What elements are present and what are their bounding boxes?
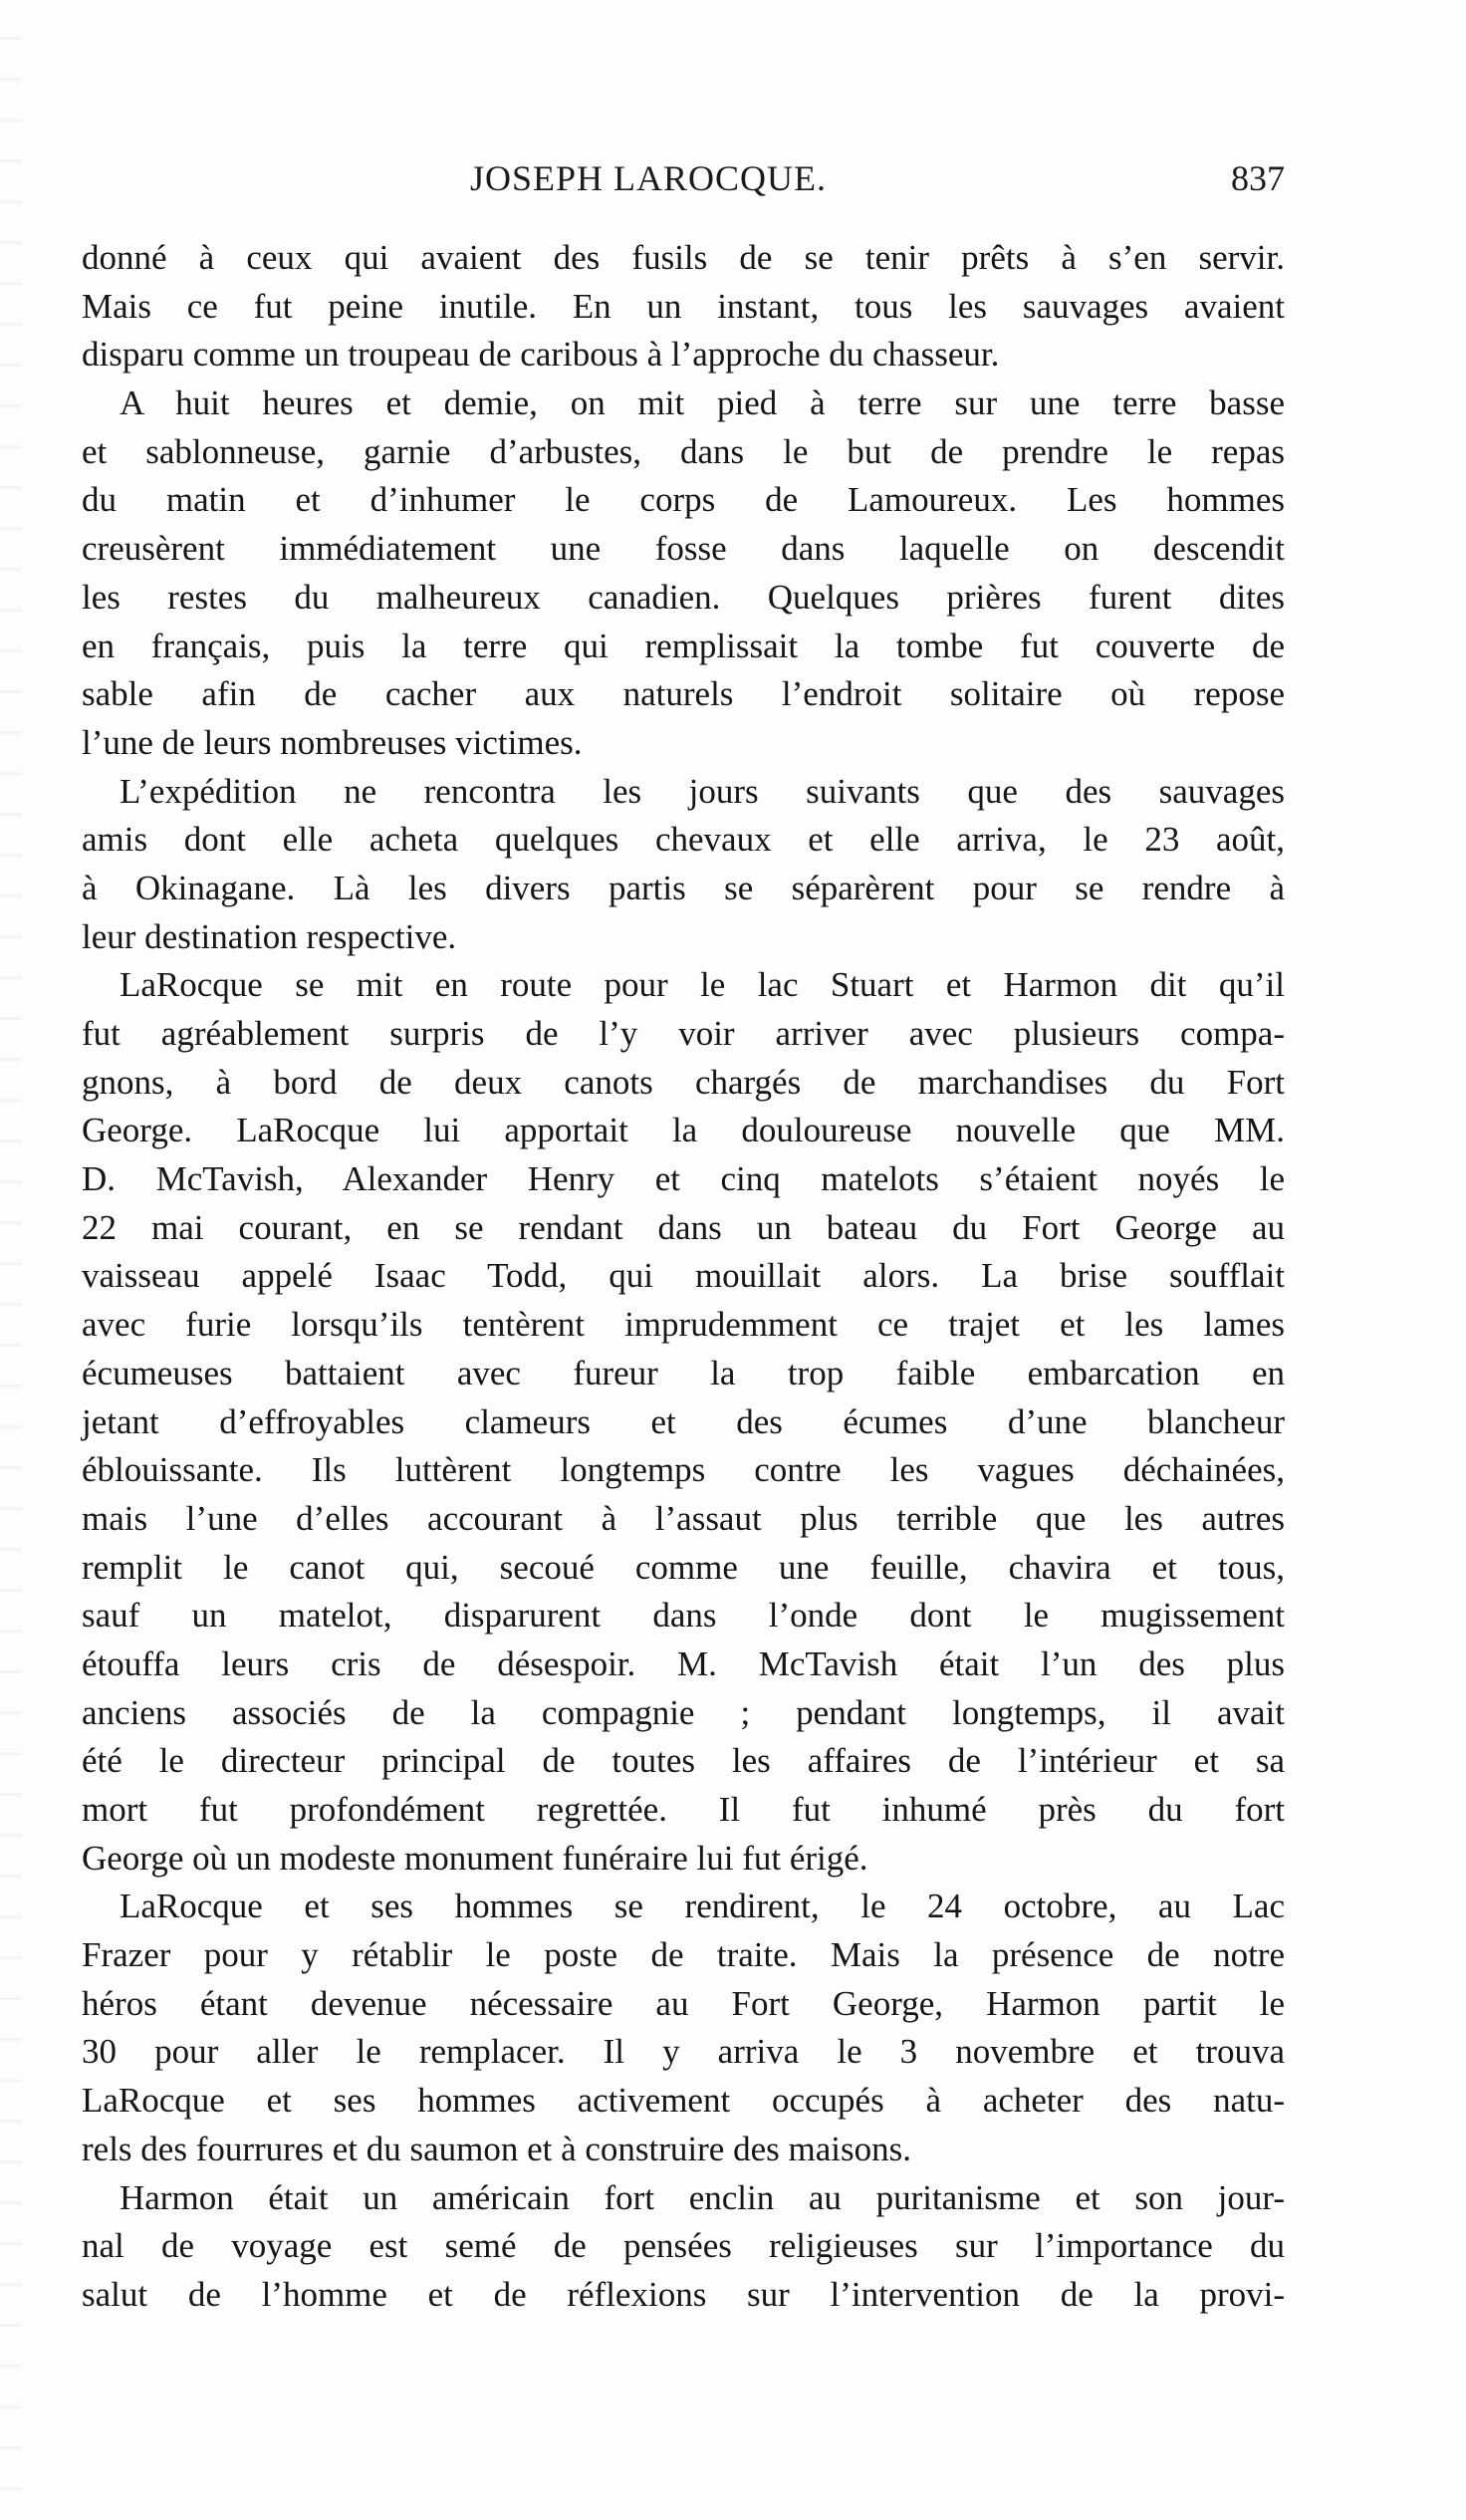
text-line: avec furie lorsqu’ils tentèrent imprudemment ce trajet et les lames [82,1305,1285,1345]
text-line: vaisseau appelé Isaac Todd, qui mouillait alors. La brise soufflait [82,1256,1285,1296]
text-line: Harmon était un américain fort enclin au puritanisme et son jour- [120,2177,1285,2217]
text-line: gnons, à bord de deux canots chargés de marchandises du Fort [82,1062,1285,1102]
text-line: étouffa leurs cris de désespoir. M. McTavish était l’un des plus [82,1643,1285,1683]
text-line: sauf un matelot, disparurent dans l’onde dont le mugissement [82,1596,1285,1636]
text-line: mais l’une d’elles accourant à l’assaut plus terrible que les autres [82,1498,1285,1538]
text-line: éblouissante. Ils luttèrent longtemps contre les vagues déchainées, [82,1450,1285,1490]
text-line: LaRocque et ses hommes se rendirent, le 24 octobre, au Lac [120,1887,1285,1926]
text-line: rels des fourrures et du saumon et à construire des maisons. [82,2129,911,2168]
text-line: D. McTavish, Alexander Henry et cinq matelots s’étaient noyés le [82,1159,1285,1199]
text-line: LaRocque se mit en route pour le lac Stuart et Harmon dit qu’il [120,965,1285,1005]
text-line: LaRocque et ses hommes activement occupés à acheter des natu- [82,2081,1285,2121]
paragraph [82,2174,1285,2320]
text-line: jetant d’effroyables clameurs et des écumes d’une blancheur [82,1401,1285,1441]
text-line: creusèrent immédiatement une fosse dans laquelle on descendit [82,529,1285,569]
text-line: remplit le canot qui, secoué comme une feuille, chavira et tous, [82,1547,1285,1587]
paragraph [82,1883,1285,2173]
page-edge-specks [0,0,22,2520]
text-line: en français, puis la terre qui remplissait la tombe fut couverte de [82,626,1285,665]
text-line: sable afin de cacher aux naturels l’endroit solitaire où repose [82,674,1285,714]
text-line: les restes du malheureux canadien. Quelques prières furent dites [82,577,1285,617]
text-line: nal de voyage est semé de pensées religieuses sur l’importance du [82,2226,1285,2266]
text-line: héros étant devenue nécessaire au Fort George, Harmon partit le [82,1983,1285,2023]
text-line: disparu comme un troupeau de caribous à l’approche du chasseur. [82,335,1000,375]
text-line: 30 pour aller le remplacer. Il y arriva le 3 novembre et trouva [82,2032,1285,2072]
text-line: fut agréablement surpris de l’y voir arriver avec plusieurs compa- [82,1014,1285,1053]
text-line: écumeuses battaient avec fureur la trop faible embarcation en [82,1353,1285,1392]
text-line: salut de l’homme et de réflexions sur l’intervention de la provi- [82,2274,1285,2314]
page-number: 837 [1231,158,1285,198]
paragraph [82,379,1285,768]
text-line: à Okinagane. Là les divers partis se séparèrent pour se rendre à [82,868,1285,907]
paragraph [82,234,1285,379]
text-line: George. LaRocque lui apportait la douloureuse nouvelle que MM. [82,1111,1285,1150]
text-line: du matin et d’inhumer le corps de Lamoureux. Les hommes [82,480,1285,520]
text-line: et sablonneuse, garnie d’arbustes, dans le but de prendre le repas [82,431,1285,471]
text-line: été le directeur principal de toutes les affaires de l’intérieur et sa [82,1741,1285,1781]
text-line: Frazer pour y rétablir le poste de traite. Mais la présence de notre [82,1935,1285,1975]
running-title: JOSEPH LAROCQUE. [470,158,828,198]
text-line: anciens associés de la compagnie ; pendant longtemps, il avait [82,1692,1285,1732]
text-line: 22 mai courant, en se rendant dans un bateau du Fort George au [82,1207,1285,1247]
text-line: Mais ce fut peine inutile. En un instant, tous les sauvages avaient [82,286,1285,326]
paragraph [82,961,1285,1883]
body-text [82,234,1285,2320]
text-line: A huit heures et demie, on mit pied à terre sur une terre basse [120,383,1285,423]
text-line: mort fut profondément regrettée. Il fut inhumé près du fort [82,1790,1285,1829]
text-line: leur destination respective. [82,916,457,956]
text-line: donné à ceux qui avaient des fusils de se tenir prêts à s’en servir. [82,238,1285,277]
text-line: l’une de leurs nombreuses victimes. [82,722,583,762]
text-line: George où un modeste monument funéraire lui fut érigé. [82,1838,868,1878]
text-line: L’expédition ne rencontra les jours suivants que des sauvages [120,771,1285,811]
running-head [82,157,1285,207]
text-line: amis dont elle acheta quelques chevaux et elle arriva, le 23 août, [82,820,1285,860]
paragraph [82,768,1285,962]
